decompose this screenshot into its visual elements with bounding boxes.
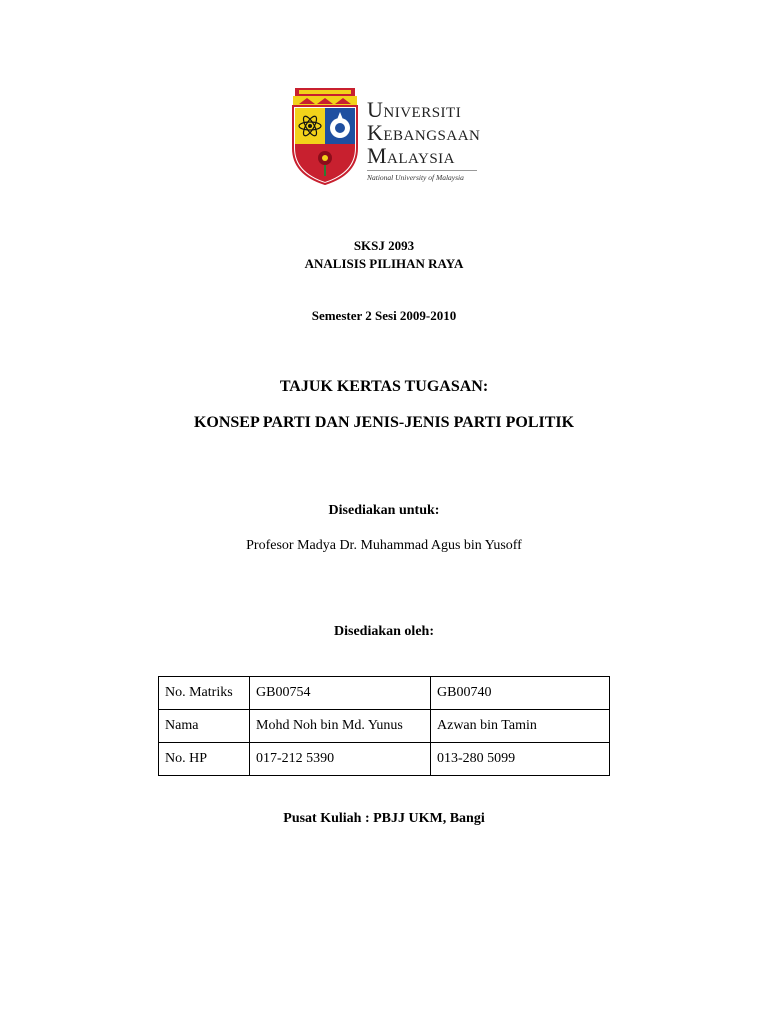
logo-wordmark <box>367 98 480 167</box>
table-cell: 013-280 5099 <box>431 743 610 776</box>
table-row <box>159 743 610 776</box>
table-cell: No. Matriks <box>159 677 250 710</box>
study-centre: Pusat Kuliah : PBJJ UKM, Bangi <box>283 811 485 826</box>
table-cell: No. HP <box>159 743 250 776</box>
logo-subtitle: National University of Malaysia <box>367 170 477 182</box>
logo-line-2: Kebangsaan <box>367 120 481 145</box>
logo-line-1: Universiti <box>367 97 462 122</box>
table-row <box>159 677 610 710</box>
student-info-table <box>158 676 610 776</box>
logo-line-3: Malaysia <box>367 143 456 168</box>
table-cell: Azwan bin Tamin <box>431 710 610 743</box>
ukm-crest-icon <box>289 86 361 186</box>
course-code: SKSJ 2093 <box>353 238 415 253</box>
table-cell: 017-212 5390 <box>250 743 431 776</box>
table-row <box>159 710 610 743</box>
table-cell: GB00754 <box>250 677 431 710</box>
course-name: ANALISIS PILIHAN RAYA <box>304 256 464 271</box>
assignment-heading: TAJUK KERTAS TUGASAN: <box>279 378 489 395</box>
prepared-for-label: Disediakan untuk: <box>328 503 440 518</box>
semester: Semester 2 Sesi 2009-2010 <box>311 308 457 323</box>
assignment-title: KONSEP PARTI DAN JENIS-JENIS PARTI POLITIK <box>193 414 575 431</box>
table-cell: Nama <box>159 710 250 743</box>
table-cell: Mohd Noh bin Md. Yunus <box>250 710 431 743</box>
table-cell: GB00740 <box>431 677 610 710</box>
lecturer-name: Profesor Madya Dr. Muhammad Agus bin Yusoff <box>246 538 522 553</box>
university-logo <box>289 86 484 186</box>
prepared-by-label: Disediakan oleh: <box>334 624 434 639</box>
